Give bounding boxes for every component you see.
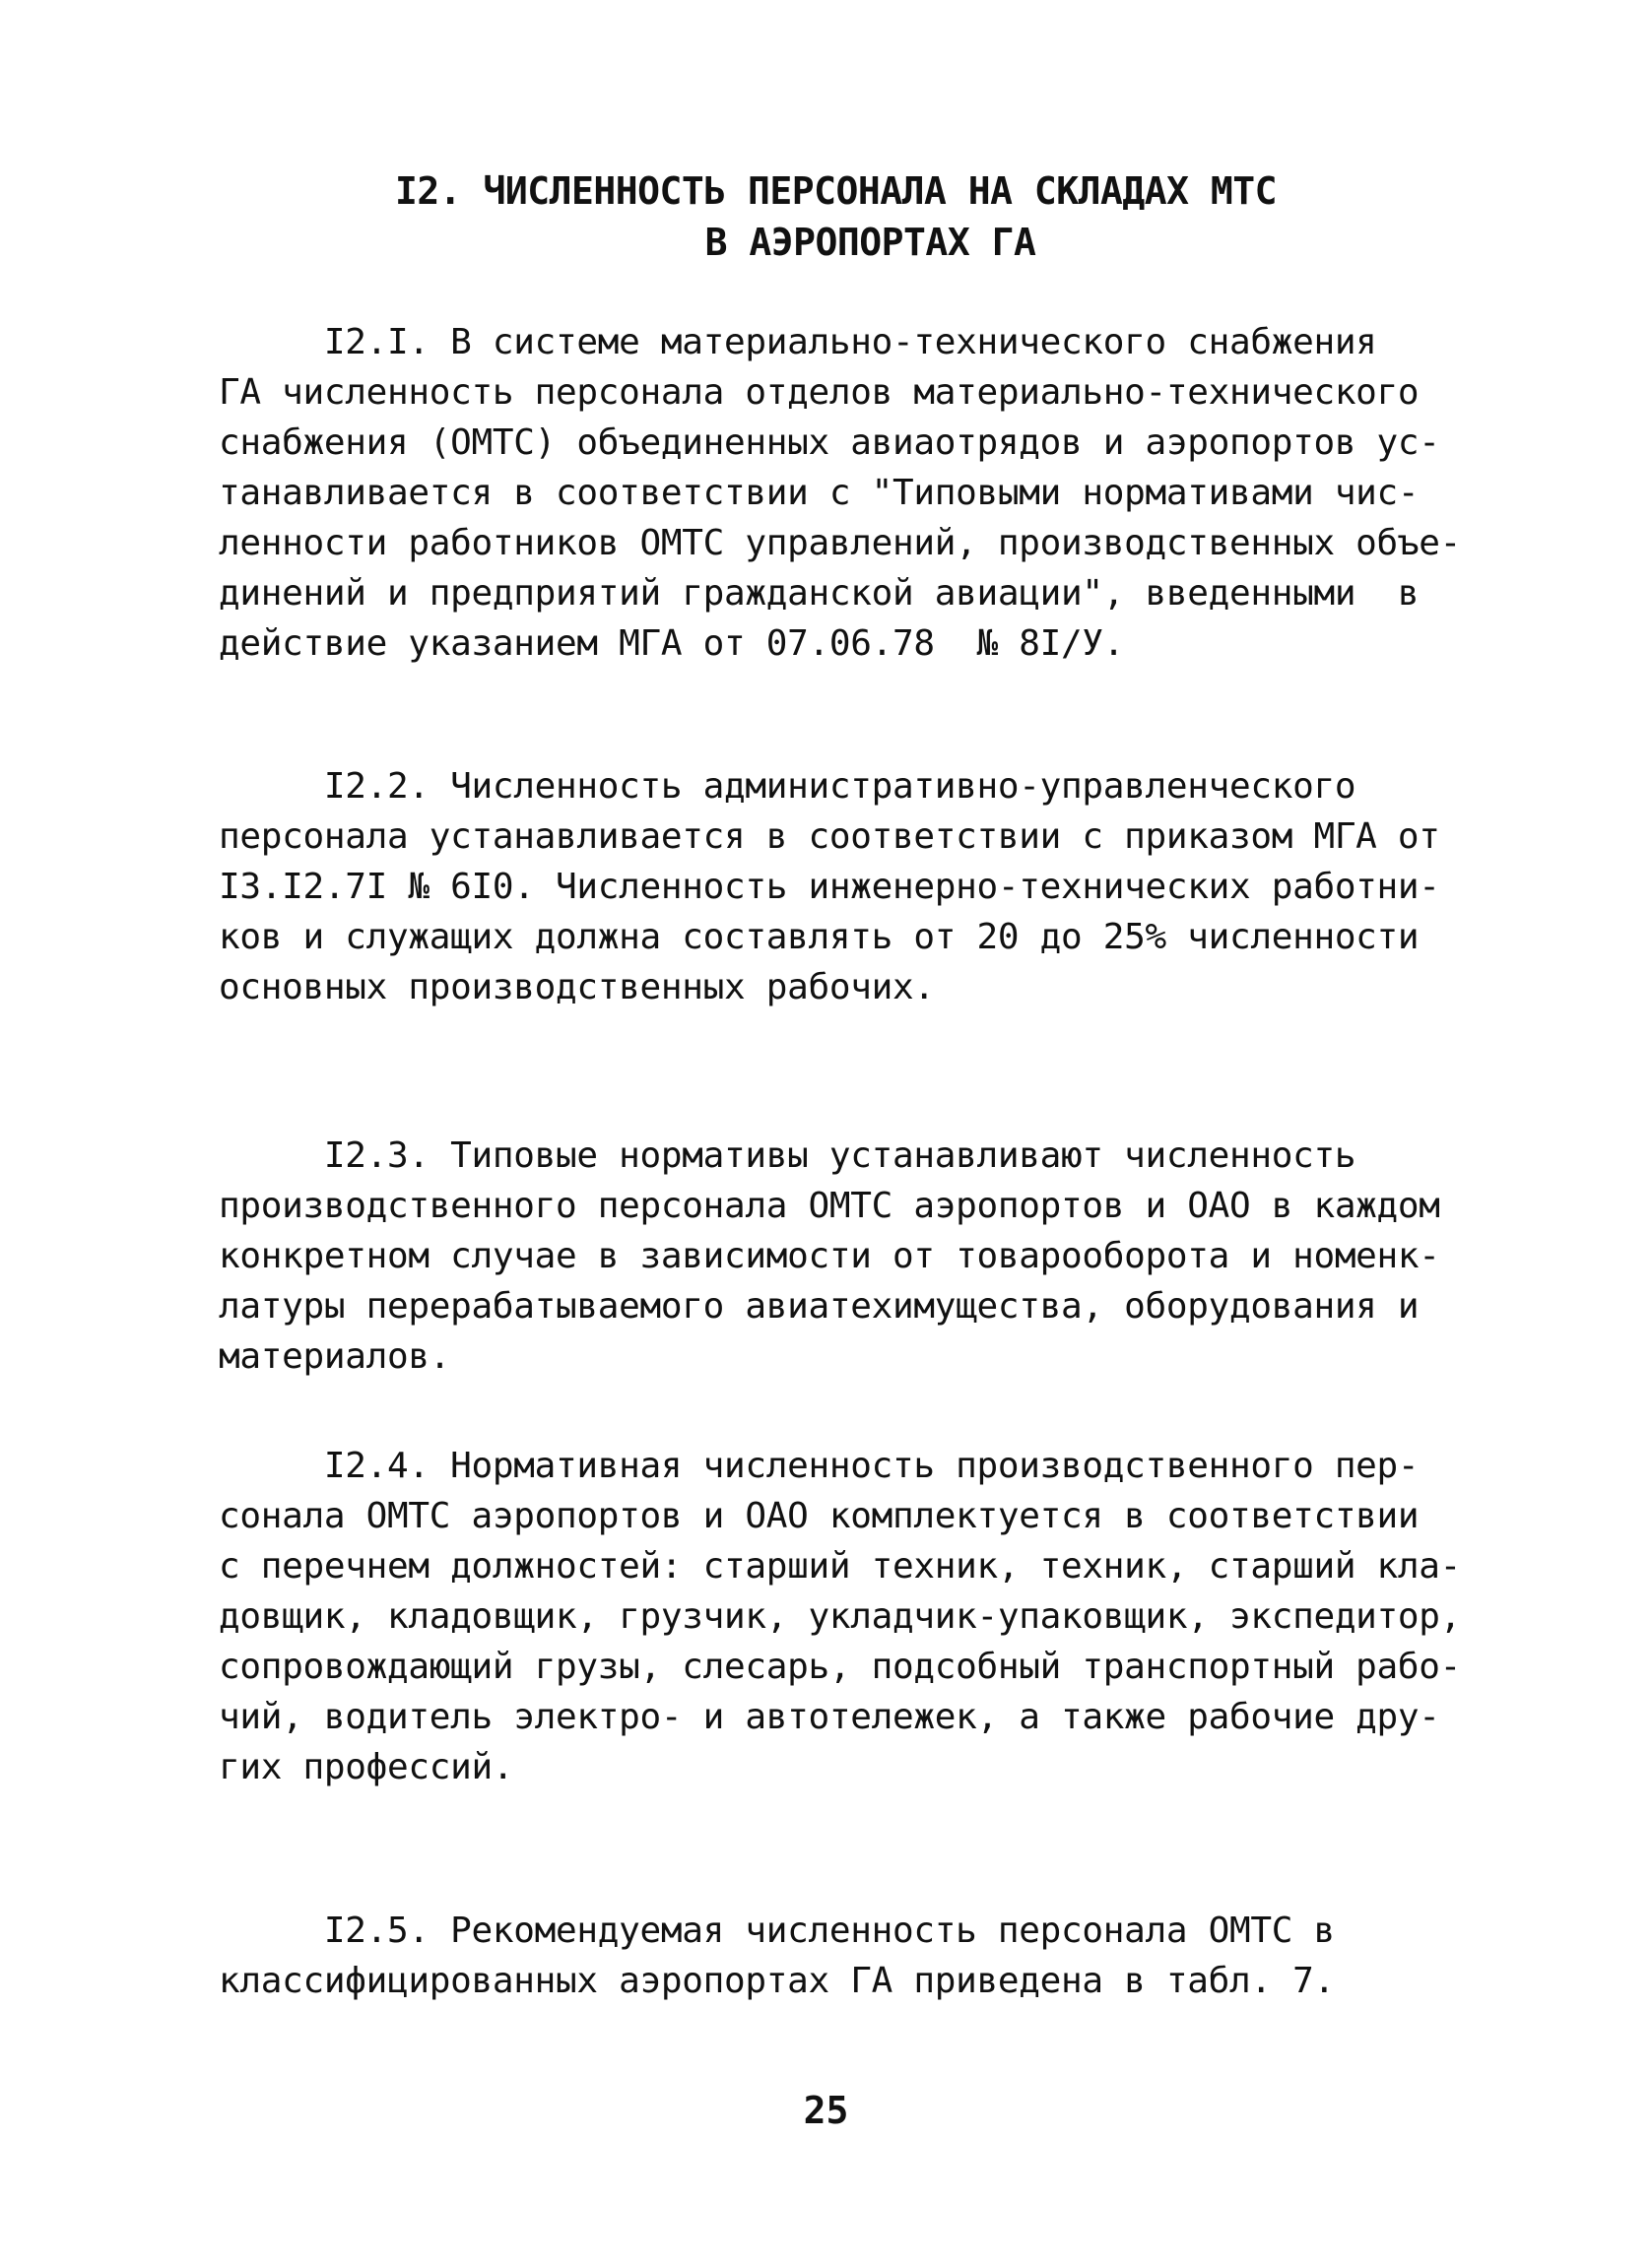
heading-line-2: В АЭРОПОРТАХ ГА [704, 221, 1036, 264]
paragraph-line: конкретном случае в зависимости от товарооборота и номенк- [219, 1236, 1440, 1276]
paragraph-line: латуры перерабатываемого авиатехимущества, оборудования и [219, 1286, 1420, 1327]
paragraph-line: снабжения (ОМТС) объединенных авиаотрядов и аэропортов ус- [219, 422, 1440, 463]
paragraph-line: чий, водитель электро- и автотележек, а также рабочие дру- [219, 1697, 1440, 1737]
paragraph-line: с перечнем должностей: старший техник, техник, старший кла- [219, 1546, 1462, 1587]
paragraph-line: материалов. [219, 1336, 451, 1377]
heading-line-1: I2. ЧИСЛЕННОСТЬ ПЕРСОНАЛА НА СКЛАДАХ МТС [394, 169, 1278, 213]
section-heading [0, 165, 1652, 268]
paragraph-line: динений и предприятий гражданской авиации", введенными в [219, 573, 1420, 614]
paragraph-line: гих профессий. [219, 1747, 514, 1787]
paragraph-line: I2.4. Нормативная численность производственного пер- [219, 1446, 1420, 1486]
paragraph-line: танавливается в соответствии с "Типовыми нормативами чис- [219, 473, 1420, 513]
paragraph-12-4 [219, 1441, 1460, 1792]
paragraph-line: основных производственных рабочих. [219, 967, 935, 1007]
paragraph-12-5 [219, 1906, 1460, 2006]
page-number: 25 [803, 2089, 849, 2132]
paragraph-line: действие указанием МГА от 07.06.78 № 8I/У. [219, 623, 1125, 664]
paragraph-12-2 [219, 761, 1460, 1012]
paragraph-line: ГА численность персонала отделов материально-технического [219, 372, 1420, 413]
paragraph-line: I2.5. Рекомендуемая численность персонала ОМТС в [219, 1911, 1335, 1951]
paragraph-line: довщик, кладовщик, грузчик, укладчик-упаковщик, экспедитор, [219, 1596, 1462, 1637]
paragraph-line: ленности работников ОМТС управлений, производственных объе- [219, 523, 1462, 563]
paragraph-12-1 [219, 317, 1460, 669]
paragraph-line: I2.2. Численность административно-управленческого [219, 766, 1356, 807]
paragraph-line: I2.3. Типовые нормативы устанавливают численность [219, 1135, 1356, 1176]
paragraph-line: I2.I. В системе материально-технического снабжения [219, 322, 1377, 362]
paragraph-line: I3.I2.7I № 6I0. Численность инженерно-технических работни- [219, 867, 1440, 907]
paragraph-12-3 [219, 1131, 1460, 1382]
paragraph-line: производственного персонала ОМТС аэропортов и ОАО в каждом [219, 1186, 1440, 1226]
paragraph-line: сопровождающий грузы, слесарь, подсобный транспортный рабо- [219, 1647, 1462, 1687]
paragraph-line: сонала ОМТС аэропортов и ОАО комплектуется в соответствии [219, 1496, 1420, 1536]
paragraph-line: персонала устанавливается в соответствии с приказом МГА от [219, 816, 1440, 857]
paragraph-line: классифицированных аэропортах ГА приведена в табл. 7. [219, 1961, 1335, 2001]
paragraph-line: ков и служащих должна составлять от 20 до 25% численности [219, 917, 1420, 957]
